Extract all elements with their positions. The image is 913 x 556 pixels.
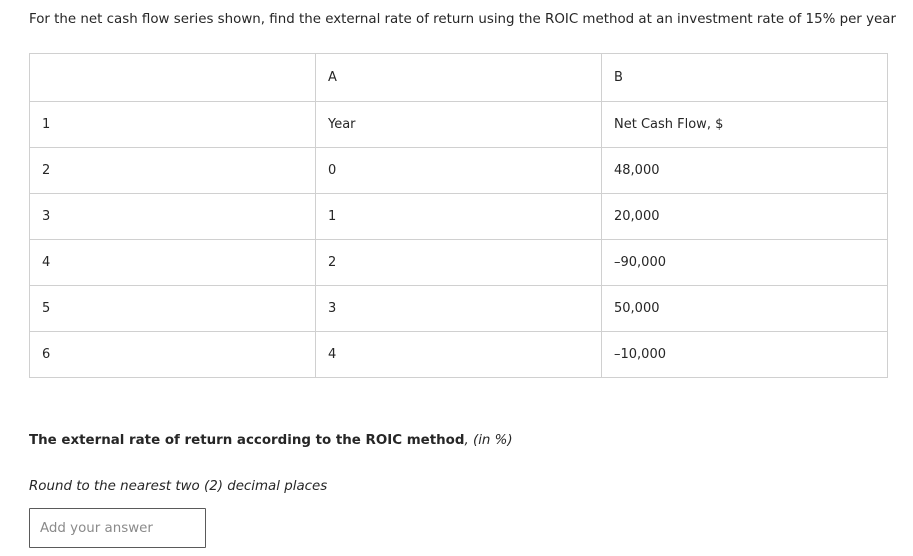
table-cell: 2 [316, 240, 602, 286]
table-cell: 4 [30, 240, 316, 286]
table-cell: B [602, 54, 888, 102]
table-row [30, 194, 888, 240]
table-header-row [30, 54, 888, 102]
table-cell: 1 [316, 194, 602, 240]
table-cell: –10,000 [602, 332, 888, 378]
table-cell: Net Cash Flow, $ [602, 102, 888, 148]
table-cell: 50,000 [602, 286, 888, 332]
answer-input[interactable] [29, 508, 206, 548]
table-row [30, 148, 888, 194]
table-cell: 48,000 [602, 148, 888, 194]
table-row [30, 332, 888, 378]
table-cell [30, 54, 316, 102]
table-cell: 4 [316, 332, 602, 378]
cash-flow-table [29, 53, 888, 378]
table-cell: –90,000 [602, 240, 888, 286]
table-cell: 3 [316, 286, 602, 332]
table-cell: 1 [30, 102, 316, 148]
table-row [30, 286, 888, 332]
answer-label [29, 432, 513, 450]
table-cell: 6 [30, 332, 316, 378]
table-cell: 3 [30, 194, 316, 240]
table-cell: A [316, 54, 602, 102]
table-row [30, 240, 888, 286]
table-row [30, 102, 888, 148]
question-text: For the net cash flow series shown, find the external rate of return using the ROIC method at an investment rate of 15% per year [29, 12, 896, 27]
table-cell: 5 [30, 286, 316, 332]
answer-label-unit: , (in %) [464, 433, 513, 448]
table-cell: Year [316, 102, 602, 148]
table-cell: 0 [316, 148, 602, 194]
rounding-instruction: Round to the nearest two (2) decimal places [29, 479, 328, 494]
table-cell: 20,000 [602, 194, 888, 240]
table-cell: 2 [30, 148, 316, 194]
answer-label-bold: The external rate of return according to the ROIC method [29, 433, 465, 448]
